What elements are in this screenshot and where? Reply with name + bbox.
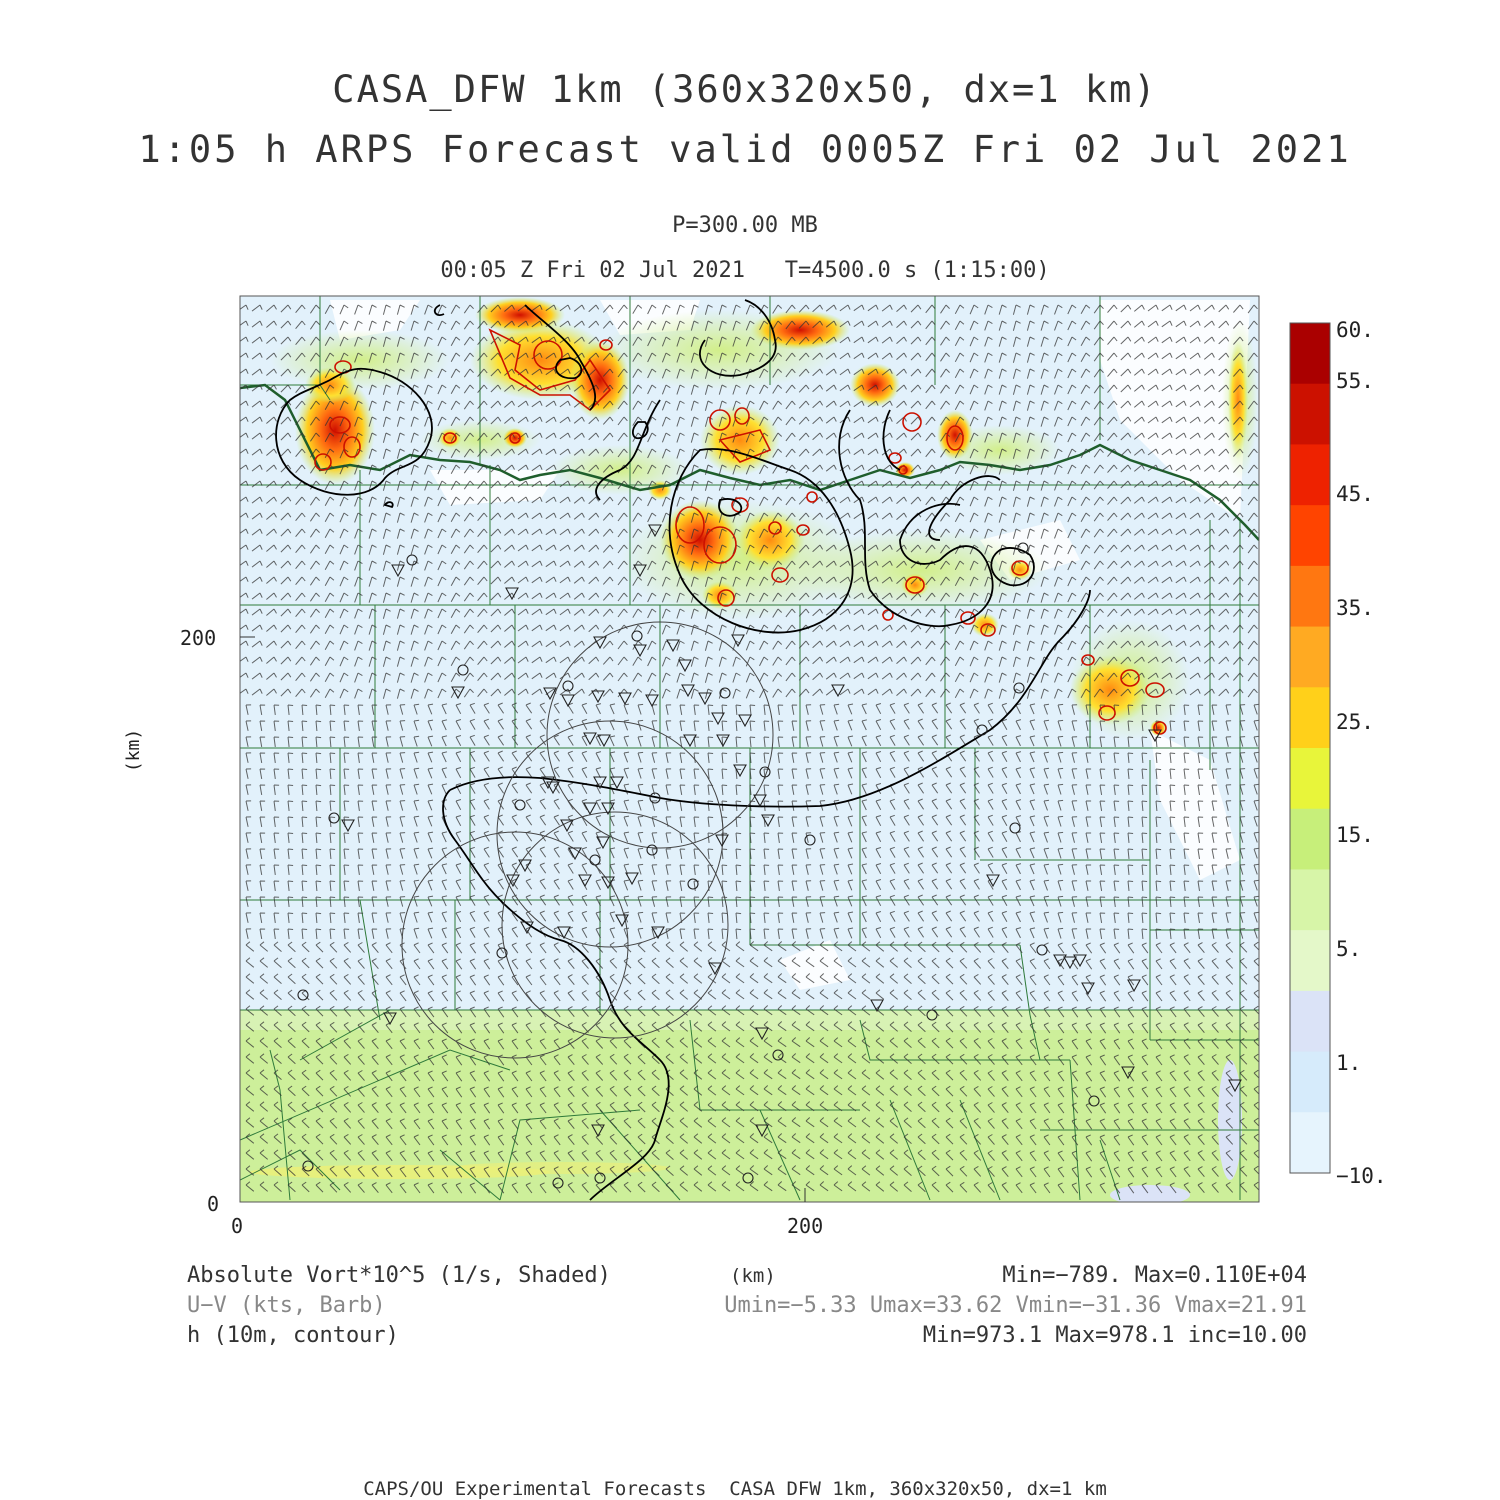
x-tick-200: 200 bbox=[787, 1214, 824, 1238]
plot-title: CASA_DFW 1km (360x320x50, dx=1 km) bbox=[332, 68, 1158, 111]
colorbar-label-25: 25. bbox=[1336, 710, 1374, 734]
colorbar-label-45: 45. bbox=[1336, 482, 1374, 506]
legend-vorticity: Absolute Vort*10^5 (1/s, Shaded) bbox=[187, 1263, 611, 1288]
colorbar-label-5: 5. bbox=[1336, 937, 1362, 961]
colorbar bbox=[1290, 323, 1330, 1174]
colorbar-swatch bbox=[1290, 566, 1330, 627]
colorbar-swatch bbox=[1290, 384, 1330, 445]
y-axis-unit: (km) bbox=[123, 728, 145, 773]
footer-credit: CAPS/OU Experimental Forecasts CASA DFW 1km, 360x320x50, dx=1 km bbox=[363, 1478, 1107, 1500]
x-axis-unit: (km) bbox=[730, 1265, 776, 1287]
colorbar-swatch bbox=[1290, 991, 1330, 1052]
colorbar-swatch bbox=[1290, 1112, 1330, 1173]
legend-wind: U−V (kts, Barb) bbox=[187, 1293, 386, 1318]
legend-height: h (10m, contour) bbox=[187, 1323, 399, 1348]
colorbar-swatch bbox=[1290, 505, 1330, 566]
colorbar-swatch bbox=[1290, 930, 1330, 991]
x-tick-0: 0 bbox=[231, 1214, 244, 1238]
colorbar-swatch bbox=[1290, 809, 1330, 870]
legend-wind-stats: Umin=−5.33 Umax=33.62 Vmin=−31.36 Vmax=21.91 bbox=[724, 1293, 1307, 1318]
colorbar-label-1: 1. bbox=[1336, 1051, 1362, 1075]
colorbar-label-15: 15. bbox=[1336, 823, 1374, 847]
colorbar-label-neg10: −10. bbox=[1336, 1164, 1387, 1188]
colorbar-swatch bbox=[1290, 748, 1330, 809]
pressure-level: P=300.00 MB bbox=[672, 213, 818, 238]
colorbar-swatch bbox=[1290, 869, 1330, 930]
colorbar-label-35: 35. bbox=[1336, 596, 1374, 620]
colorbar-label-60: 60. bbox=[1336, 318, 1374, 342]
plot-subtitle: 1:05 h ARPS Forecast valid 0005Z Fri 02 Jul 2021 bbox=[138, 128, 1352, 171]
legend-height-stats: Min=973.1 Max=978.1 inc=10.00 bbox=[922, 1323, 1307, 1348]
colorbar-swatch bbox=[1290, 627, 1330, 688]
colorbar-label-55: 55. bbox=[1336, 369, 1374, 393]
colorbar-swatch bbox=[1290, 1052, 1330, 1113]
y-tick-0: 0 bbox=[207, 1192, 220, 1216]
colorbar-swatch bbox=[1290, 687, 1330, 748]
y-tick-200: 200 bbox=[180, 626, 217, 650]
valid-time: 00:05 Z Fri 02 Jul 2021 T=4500.0 s (1:15:00) bbox=[440, 258, 1050, 283]
colorbar-swatch bbox=[1290, 323, 1330, 384]
colorbar-swatch bbox=[1290, 444, 1330, 505]
legend-vorticity-stats: Min=−789. Max=0.110E+04 bbox=[1002, 1263, 1307, 1288]
map-area bbox=[238, 296, 1261, 1205]
